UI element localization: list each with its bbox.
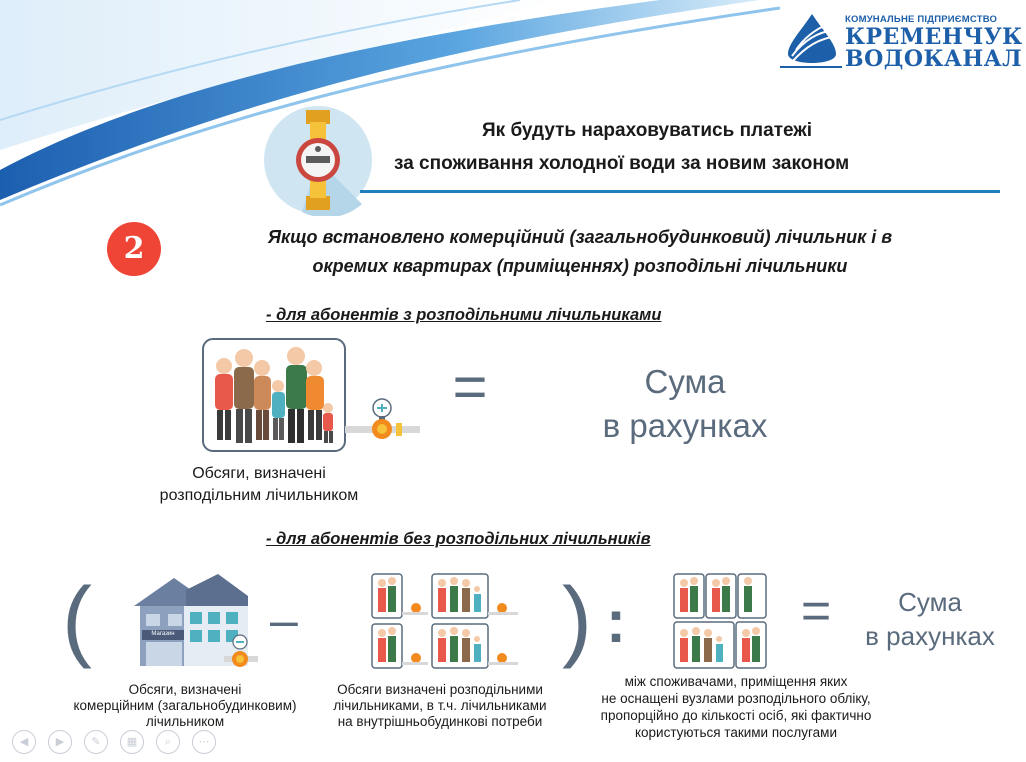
shop-sign: Магазин: [151, 631, 175, 637]
open-parenthesis: (: [62, 570, 92, 670]
section2-caption1-line1: Обсяги, визначені: [128, 682, 242, 697]
section1-caption-line2: розподільним лічильником: [159, 487, 359, 504]
section2-result-line1: Сума: [898, 587, 962, 617]
logo-org-type: КОМУНАЛЬНЕ ПІДПРИЄМСТВО: [845, 14, 998, 25]
section2-caption2-line2: лічильниками, в т.ч. лічильниками: [333, 698, 547, 713]
next-slide-icon[interactable]: ▶: [48, 730, 72, 754]
section2-caption3-line3: пропорційно до кількості осіб, які фактично: [600, 708, 872, 723]
section2-result-line2: в рахунках: [865, 621, 995, 651]
section2-caption3-line1: між споживачами, приміщення яких: [624, 674, 848, 689]
pen-icon[interactable]: ✎: [84, 730, 108, 754]
slides-grid-icon[interactable]: ▦: [120, 730, 144, 754]
section1-caption-line1: Обсяги, визначені: [192, 465, 326, 482]
step-number-badge: 2: [107, 222, 161, 276]
previous-slide-icon[interactable]: ◀: [12, 730, 36, 754]
condition-line1: Якщо встановлено комерційний (загальнобудинковий) лічильник і в: [267, 227, 893, 247]
section1-heading: - для абонентів з розподільними лічильниками: [266, 306, 662, 324]
section1-result-line2: в рахунках: [602, 407, 768, 444]
section1-equals-sign: =: [452, 353, 488, 420]
water-meter-icon: [262, 104, 374, 216]
section2-equals-sign: =: [800, 582, 832, 640]
logo-name-line1: КРЕМЕНЧУК: [845, 24, 1023, 50]
page-title-line2: за споживання холодної води за новим законом: [394, 153, 850, 174]
unmetered-apartments-illustration: [672, 572, 768, 670]
zoom-icon[interactable]: ⌕: [156, 730, 180, 754]
section2-caption2-line1: Обсяги визначені розподільними: [337, 682, 543, 697]
section2-caption3-line2: не оснащені вузлами розподільного обліку,: [601, 691, 871, 706]
close-parenthesis: ): [562, 570, 592, 670]
logo-name-line2: ВОДОКАНАЛ: [845, 46, 1023, 72]
section2-caption3-line4: користуються такими послугами: [634, 725, 838, 740]
family-with-meter-illustration: [202, 338, 422, 454]
section2-caption1-line2: комерційним (загальнобудинковим): [73, 698, 297, 713]
section1-result-line1: Сума: [644, 363, 726, 400]
metered-apartments-illustration: [370, 572, 530, 672]
section2-caption2-line3: на внутрішньобудинкові потреби: [337, 714, 543, 729]
title-underline: [360, 190, 1000, 193]
minus-sign: –: [270, 592, 298, 648]
section2-caption1-line3: лічильником: [145, 714, 225, 729]
more-options-icon[interactable]: ⋯: [192, 730, 216, 754]
divide-sign: :: [606, 588, 626, 655]
page-title-line1: Як будуть нараховуватись платежі: [482, 120, 813, 141]
section2-heading: - для абонентів без розподільних лічильників: [266, 530, 651, 548]
apartment-building-with-meter-illustration: [128, 570, 258, 670]
condition-line2: окремих квартирах (приміщеннях) розподільні лічильники: [312, 256, 848, 276]
water-drop-logo-icon: [778, 10, 844, 70]
